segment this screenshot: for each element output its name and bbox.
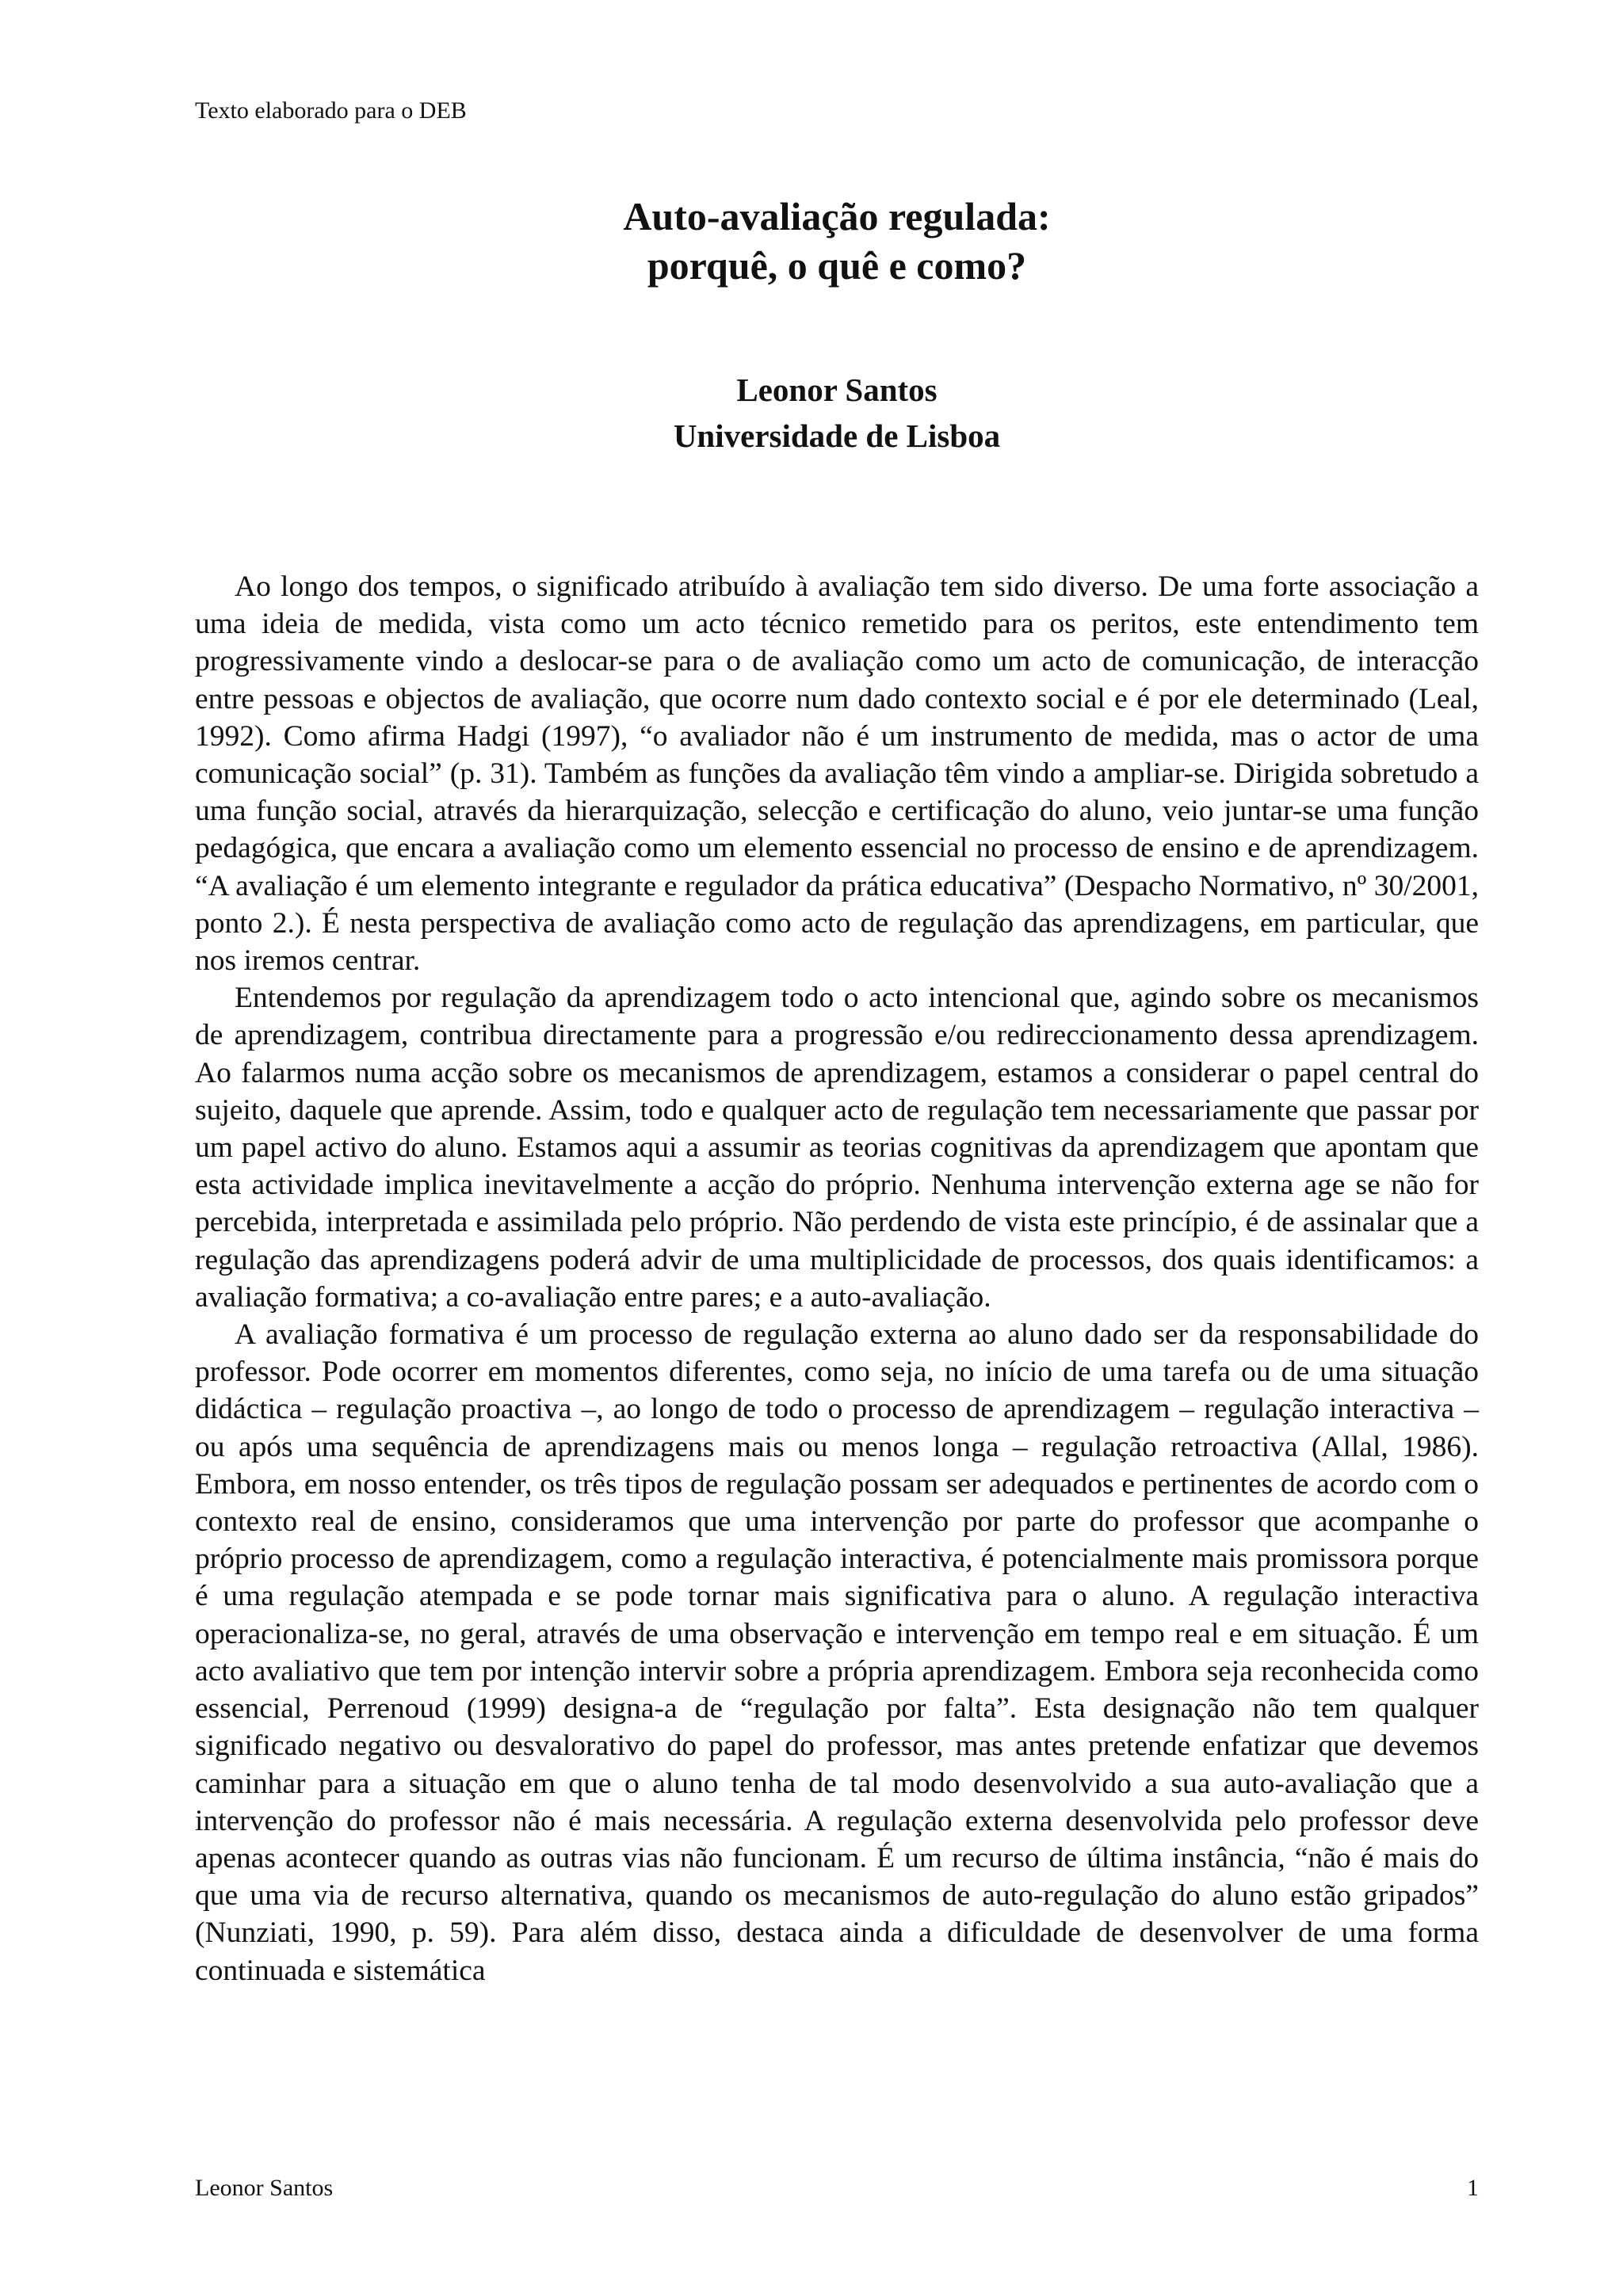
title-line-1: Auto-avaliação regulada: — [623, 194, 1051, 238]
paragraph: Ao longo dos tempos, o significado atribuído à avaliação tem sido diverso. De uma forte associação a uma ideia de medida, vista como um acto técnico remetido para os peritos, este entendimento tem progressivamente vindo a deslocar-se para o de avaliação como um acto de comunicação, de interacção entre pessoas e objectos de avaliação, que ocorre num dado contexto social e é por ele determinado (Leal, 1992). Como afirma Hadgi (1997), “o avaliador não é um instrumento de medida, mas o actor de uma comunicação social” (p. 31). Também as funções da avaliação têm vindo a ampliar-se. Dirigida sobretudo a uma função social, através da hierarquização, selecção e certificação do aluno, veio juntar-se uma função pedagógica, que encara a avaliação como um elemento essencial no processo de ensino e de aprendizagem. “A avaliação é um elemento integrante e regulador da prática educativa” (Despacho Normativo, nº 30/2001, ponto 2.). É nesta perspectiva de avaliação como acto de regulação das aprendizagens, em particular, que nos iremos centrar. — [195, 570, 1479, 978]
paragraph: Entendemos por regulação da aprendizagem todo o acto intencional que, agindo sobre os mecanismos de aprendizagem, contribua directamente para a progressão e/ou redireccionamento dessa aprendizagem. Ao falarmos numa acção sobre os mecanismos de aprendizagem, estamos a considerar o papel central do sujeito, daquele que aprende. Assim, todo e qualquer acto de regulação tem necessariamente que passar por um papel activo do aluno. Estamos aqui a assumir as teorias cognitivas da aprendizagem que apontam que esta actividade implica inevitavelmente a acção do próprio. Nenhuma intervenção externa age se não for percebida, interpretada e assimilada pelo próprio. Não perdendo de vista este princípio, é de assinalar que a regulação das aprendizagens poderá advir de uma multiplicidade de processos, dos quais identificamos: a avaliação formativa; a co-avaliação entre pares; e a auto-avaliação. — [195, 982, 1479, 1314]
author-name: Leonor Santos — [736, 372, 938, 408]
page-number: 1 — [1467, 2175, 1479, 2201]
footer-author: Leonor Santos — [195, 2175, 334, 2201]
author-affiliation: Universidade de Lisboa — [673, 418, 1001, 454]
title-line-2: porquê, o quê e como? — [647, 243, 1027, 288]
paragraph: A avaliação formativa é um processo de regulação externa ao aluno dado ser da responsabilidade do professor. Pode ocorrer em momentos diferentes, como seja, no início de uma tarefa ou de uma situação didáctica – regulação proactiva –, ao longo de todo o processo de aprendizagem – regulação interactiva – ou após uma sequência de aprendizagens mais ou menos longa – regulação retroactiva (Allal, 1986). Embora, em nosso entender, os três tipos de regulação possam ser adequados e pertinentes de acordo com o contexto real de ensino, consideramos que uma intervenção por parte do professor que acompanhe o próprio processo de aprendizagem, como a regulação interactiva, é potencialmente mais promissora porque é uma regulação atempada e se pode tornar mais significativa para o aluno. A regulação interactiva operacionaliza-se, no geral, através de uma observação e intervenção em tempo real e em situação. É um acto avaliativo que tem por intenção intervir sobre a própria aprendizagem. Embora seja reconhecida como essencial, Perrenoud (1999) designa-a de “regulação por falta”. Esta designação não tem qualquer significado negativo ou desvalorativo do papel do professor, mas antes pretende enfatizar que devemos caminhar para a situação em que o aluno tenha de tal modo desenvolvido a sua auto-avaliação que a intervenção do professor não é mais necessária. A regulação externa desenvolvida pelo professor deve apenas acontecer quando as outras vias não funcionam. É um recurso de última instância, “não é mais do que uma via de recurso alternativa, quando os mecanismos de auto-regulação do aluno estão gripados” (Nunziati, 1990, p. 59). Para além disso, destaca ainda a dificuldade de desenvolver de uma forma continuada e sistemática — [195, 1318, 1479, 1987]
running-header: Texto elaborado para o DEB — [195, 97, 467, 124]
author-block — [195, 367, 1479, 459]
document-title — [195, 192, 1479, 290]
body-text — [195, 568, 1479, 1989]
